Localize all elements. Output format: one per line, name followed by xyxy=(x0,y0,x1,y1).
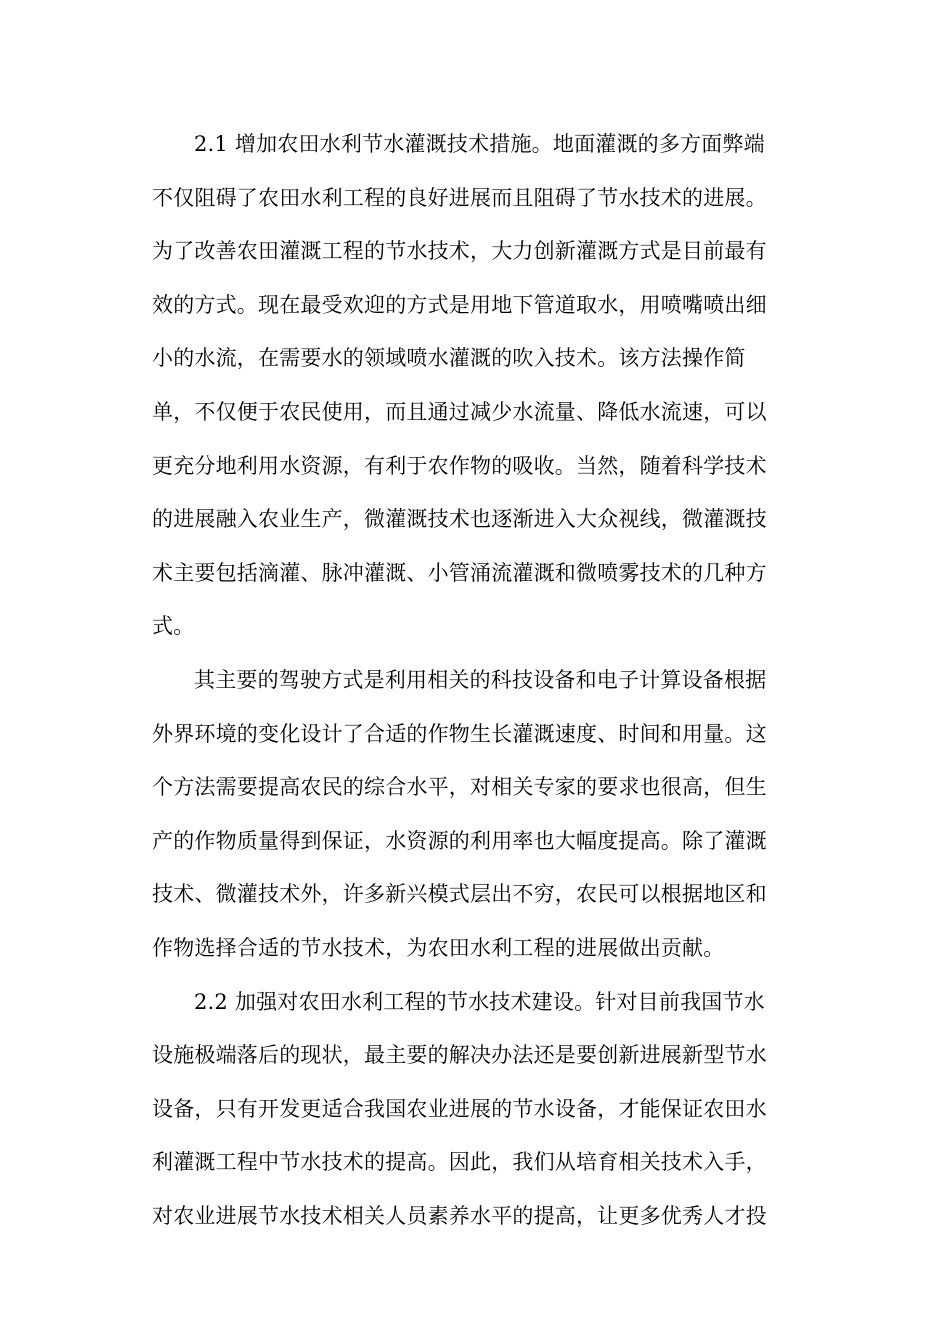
paragraph-driving-method xyxy=(152,654,800,976)
text-line: 对农业进展节水技术相关人员素养水平的提高，让更多优秀人才投 xyxy=(152,1203,767,1228)
text-line: 外界环境的变化设计了合适的作物生长灌溉速度、时间和用量。这 xyxy=(152,721,767,746)
text-line: 个方法需要提高农民的综合水平，对相关专家的要求也很高，但生 xyxy=(152,775,767,800)
text-line: 小的水流，在需要水的领域喷水灌溉的吹入技术。该方法操作简 xyxy=(152,346,746,371)
text-line: 式。 xyxy=(152,614,195,639)
text-line: 术主要包括滴灌、脉冲灌溉、小管涌流灌溉和微喷雾技术的几种方 xyxy=(152,560,767,585)
text-line: 效的方式。现在最受欢迎的方式是用地下管道取水，用喷嘴喷出细 xyxy=(152,292,767,317)
paragraph-2-2 xyxy=(152,976,800,1244)
text-line: 作物选择合适的节水技术，为农田水利工程的进展做出贡献。 xyxy=(152,935,725,960)
text-line: 产的作物质量得到保证，水资源的利用率也大幅度提高。除了灌溉 xyxy=(152,828,767,853)
text-line: 更充分地利用水资源，有利于农作物的吸收。当然，随着科学技术 xyxy=(152,453,767,478)
text-line: 利灌溉工程中节水技术的提高。因此，我们从培育相关技术入手， xyxy=(152,1150,767,1175)
text-line: 其主要的驾驶方式是利用相关的科技设备和电子计算设备根据 xyxy=(194,667,767,692)
text-line: 为了改善农田灌溉工程的节水技术，大力创新灌溉方式是目前最有 xyxy=(152,239,767,264)
text-line: 的进展融入农业生产，微灌溉技术也逐渐进入大众视线，微灌溉技 xyxy=(152,507,767,532)
document-body xyxy=(152,118,800,1243)
text-line: 设施极端落后的现状，最主要的解决办法还是要创新进展新型节水 xyxy=(152,1043,767,1068)
text-line: 2.1 增加农田水利节水灌溉技术措施。地面灌溉的多方面弊端 xyxy=(194,132,765,156)
text-line: 2.2 加强对农田水利工程的节水技术建设。针对目前我国节水 xyxy=(194,989,765,1014)
paragraph-2-1 xyxy=(152,118,800,654)
text-line: 不仅阻碍了农田水利工程的良好进展而且阻碍了节水技术的进展。 xyxy=(152,185,767,210)
text-line: 设备，只有开发更适合我国农业进展的节水设备，才能保证农田水 xyxy=(152,1096,767,1121)
text-line: 单，不仅便于农民使用，而且通过减少水流量、降低水流速，可以 xyxy=(152,399,767,424)
text-line: 技术、微灌技术外，许多新兴模式层出不穷，农民可以根据地区和 xyxy=(152,882,767,907)
